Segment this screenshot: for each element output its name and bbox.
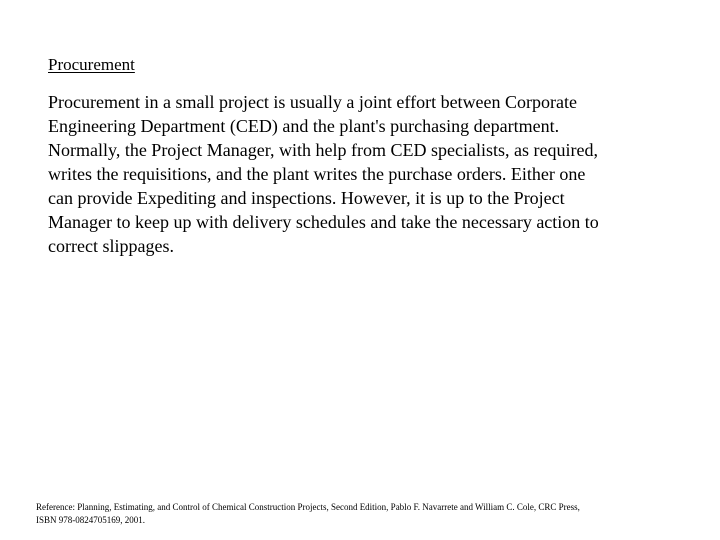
body-line: can provide Expediting and inspections. However, it is up to the Project [48, 188, 565, 208]
body-line: writes the requisitions, and the plant writes the purchase orders. Either one [48, 164, 586, 184]
body-line: Manager to keep up with delivery schedules and take the necessary action to [48, 212, 599, 232]
body-line: Normally, the Project Manager, with help from CED specialists, as required, [48, 140, 598, 160]
reference-citation [36, 501, 686, 527]
body-line: Procurement in a small project is usually a joint effort between Corporate [48, 92, 578, 112]
reference-line: Reference: Planning, Estimating, and Control of Chemical Construction Projects, Second Edition, Pablo F. Navarrete and William C. Cole, CRC Press, [36, 502, 580, 512]
reference-line: ISBN 978-0824705169, 2001. [36, 515, 146, 525]
body-line: Engineering Department (CED) and the plant's purchasing department. [48, 116, 560, 136]
body-paragraph [48, 90, 688, 258]
slide-title: Procurement [48, 55, 135, 74]
body-line: correct slippages. [48, 236, 174, 256]
